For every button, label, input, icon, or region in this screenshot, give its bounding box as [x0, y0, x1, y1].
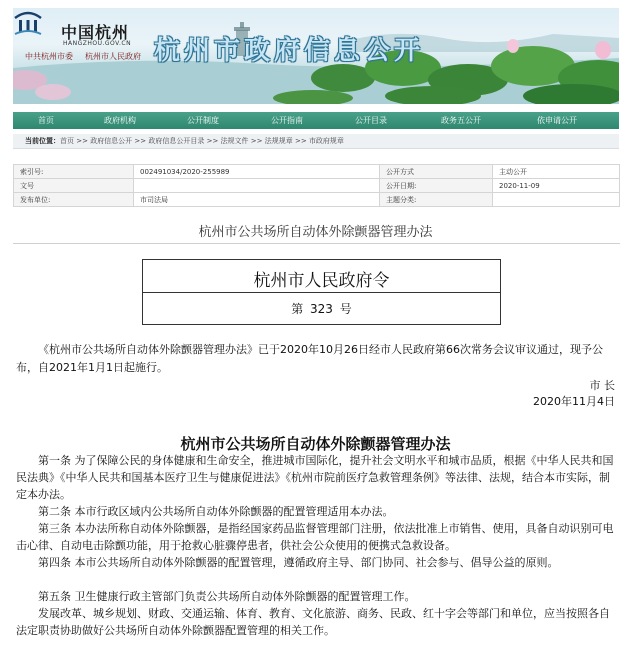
site-title: 杭州市政府信息公开 — [154, 36, 425, 66]
table-row — [14, 193, 620, 207]
sign-date: 2020年11月4日 — [533, 395, 615, 408]
table-row — [14, 179, 620, 193]
main-nav — [13, 112, 619, 129]
regulation-title: 杭州市公共场所自动体外除颤器管理办法 — [180, 435, 451, 453]
breadcrumb-legal-docs[interactable]: 法规文件 — [220, 137, 249, 145]
breadcrumb: 当前位置：首页 >> 政府信息公开 >> 政府信息公开目录 >> 法规文件 >> 法规规章 >> 市政府规章 — [13, 134, 619, 149]
article-4 — [16, 554, 620, 571]
decree-issuer: 杭州市人民政府令 — [253, 271, 390, 291]
decree-number: 第 323 号 — [291, 302, 352, 316]
nav-disclosure-system[interactable]: 公开制度 — [187, 116, 219, 125]
document-title: 杭州市公共场所自动体外除颤器管理办法 — [198, 225, 433, 240]
breadcrumb-city-rules[interactable]: 市政府规章 — [308, 137, 344, 145]
theme-label: 主题分类: — [380, 193, 493, 207]
article-5 — [16, 588, 620, 605]
date-label: 公开日期: — [380, 179, 493, 193]
nav-disclosure-guide[interactable]: 公开指南 — [271, 116, 303, 125]
site-logo-text[interactable]: 中国杭州 — [61, 23, 130, 42]
date-value: 2020-11-09 — [493, 179, 620, 193]
method-label: 公开方式 — [380, 165, 493, 179]
method-value: 主动公开 — [493, 165, 620, 179]
nav-disclosure-catalog[interactable]: 公开目录 — [355, 116, 387, 125]
docno-value — [134, 179, 380, 193]
article-5-text: 第五条 卫生健康行政主管部门负责公共场所自动体外除颤器的配置管理工作。 — [38, 590, 416, 603]
breadcrumb-gov-info[interactable]: 政府信息公开 — [90, 137, 133, 145]
index-label: 索引号: — [14, 165, 134, 179]
org-value: 市司法局 — [134, 193, 380, 207]
index-value: 002491034/2020-255989 — [134, 165, 380, 179]
article-3-text: 第三条 本办法所称自动体外除颤器，是指经国家药品监督管理部门注册，依法批准上市销售、使用，具备自动识别可电击心律、自动电击除颤功能，用于抢救心脏骤停患者，供社会公众使用的便携式急救设备。 — [16, 522, 614, 552]
logo-subtitle-gov: 杭州市人民政府 — [85, 52, 141, 61]
header-banner — [13, 8, 619, 104]
article-4-text: 第四条 本市公共场所自动体外除颤器的配置管理，遵循政府主导、部门协同、社会参与、倡导公益的原则。 — [38, 556, 559, 569]
site-domain: HANGZHOU.GOV.CN — [63, 40, 132, 47]
signer: 市 长 — [589, 379, 615, 392]
nav-request-disclosure[interactable]: 依申请公开 — [537, 116, 577, 125]
article-1-text: 第一条 为了保障公民的身体健康和生命安全，推进城市国际化，提升社会文明水平和城市品质，根据《中华人民共和国民法典》《中华人民共和国基本医疗卫生与健康促进法》《杭州市院前医疗急救管理条例》等法律、法规，结合本市实际，制定本办法。 — [16, 454, 614, 501]
table-row — [14, 165, 620, 179]
article-5-paragraph-2-text: 发展改革、城乡规划、财政、交通运输、体育、教育、文化旅游、商务、民政、红十字会等部门和单位，应当按照各自法定职责协助做好公共场所自动体外除颤器配置管理的相关工作。 — [16, 607, 610, 637]
article-1 — [16, 452, 620, 503]
decree-divider — [143, 292, 500, 293]
org-label: 发布单位: — [14, 193, 134, 207]
nav-five-disclosures[interactable]: 政务五公开 — [441, 116, 481, 125]
decree-box — [142, 259, 501, 325]
breadcrumb-regulations[interactable]: 法规规章 — [264, 137, 293, 145]
breadcrumb-lead: 当前位置： — [25, 137, 60, 145]
article-3 — [16, 520, 620, 554]
document-meta-table — [13, 164, 620, 207]
article-2 — [16, 503, 620, 520]
article-5-paragraph-2 — [16, 605, 620, 639]
theme-value — [493, 193, 620, 207]
article-2-text: 第二条 本市行政区域内公共场所自动体外除颤器的配置管理适用本办法。 — [38, 505, 394, 518]
logo-subtitle-party: 中共杭州市委 — [25, 52, 73, 61]
nav-home[interactable]: 首页 — [38, 116, 54, 125]
divider — [13, 243, 620, 244]
breadcrumb-catalog[interactable]: 政府信息公开目录 — [148, 137, 205, 145]
breadcrumb-home[interactable]: 首页 — [60, 137, 74, 145]
announcement-text: 《杭州市公共场所自动体外除颤器管理办法》已于2020年10月26日经市人民政府第66次常务会议审议通过，现予公布，自2021年1月1日起施行。 — [16, 343, 603, 374]
hangzhou-logo-icon — [13, 8, 43, 36]
docno-label: 文号 — [14, 179, 134, 193]
nav-agencies[interactable]: 政府机构 — [104, 116, 136, 125]
